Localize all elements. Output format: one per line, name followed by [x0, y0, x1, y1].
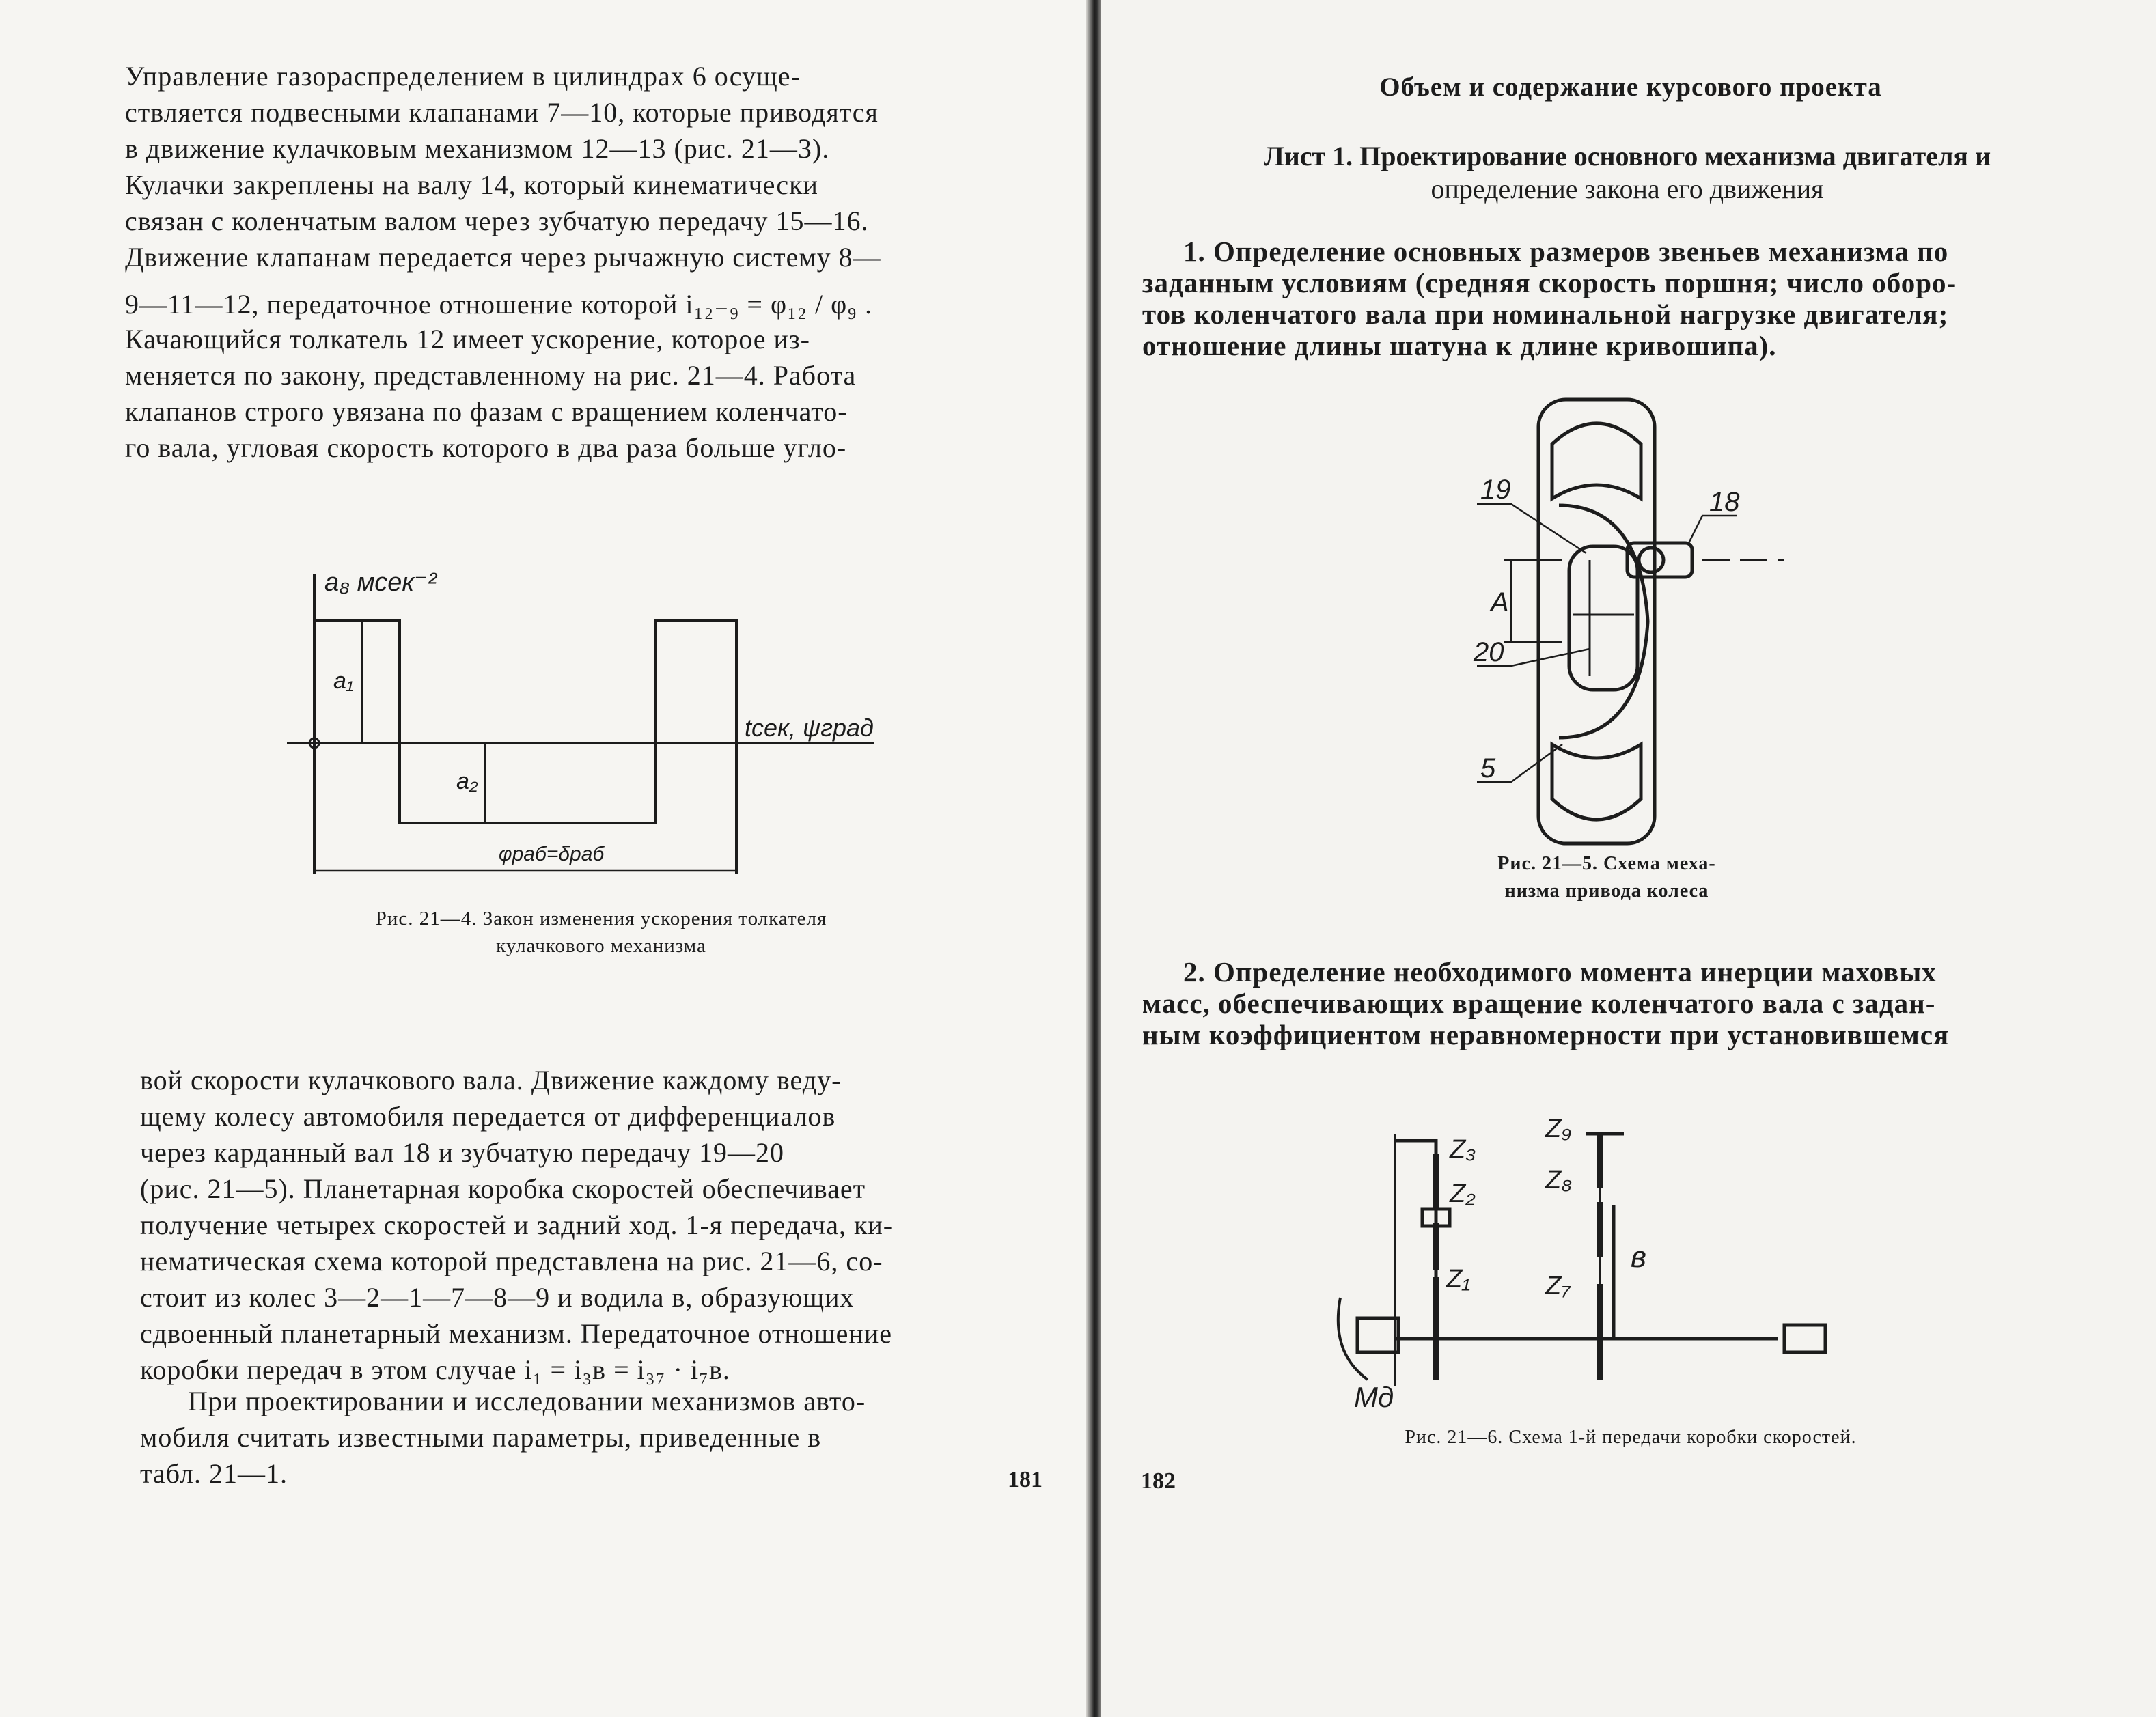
text-line: получение четырех скоростей и задний ход. 1-я передача, ки-	[140, 1210, 894, 1240]
text-line: щему колесу автомобиля передается от дифференциалов	[140, 1101, 836, 1132]
output-bearing	[1784, 1325, 1825, 1352]
text-line: заданным условиям (средняя скорость поршня; число оборо-	[1142, 267, 1957, 298]
text-line: 1. Определение основных размеров звеньев механизма по	[1183, 236, 1949, 267]
left-paragraph-4	[140, 1383, 1049, 1492]
label-z8: Z₈	[1545, 1166, 1573, 1195]
text-line: го вала, угловая скорость которого в два раза больше угло-	[125, 432, 847, 463]
figure-21-4	[287, 560, 902, 902]
right-page-number: 182	[1141, 1468, 1176, 1494]
text-line: тов коленчатого вала при номинальной нагрузке двигателя;	[1142, 298, 1949, 330]
text-line: масс, обеспечивающих вращение коленчатого вала с задан-	[1142, 988, 1936, 1019]
text-line: ным коэффициентом неравномерности при установившемся	[1142, 1019, 1950, 1050]
sheet-heading	[1142, 140, 2112, 206]
item-2-paragraph	[1142, 956, 2112, 1050]
cardan-joint	[1639, 548, 1663, 572]
figure-21-6	[1299, 1106, 1873, 1421]
text-line: (рис. 21—5). Планетарная коробка скоростей обеспечивает	[140, 1173, 866, 1204]
text-line: 2. Определение необходимого момента инерции маховых	[1183, 956, 1937, 988]
text-line: Качающийся толкатель 12 имеет ускорение, которое из-	[125, 324, 810, 354]
label-19: 19	[1480, 475, 1511, 505]
figure-21-4-caption	[260, 905, 943, 960]
label-carrier-b: в	[1631, 1240, 1646, 1274]
label-5: 5	[1480, 753, 1496, 783]
text-line: ствляется подвесными клапанами 7—10, которые приводятся	[125, 97, 879, 128]
text-line: сдвоенный планетарный механизм. Передаточное отношение	[140, 1318, 892, 1349]
text-line: стоит из колес 3—2—1—7—8—9 и водила в, образующих	[140, 1282, 855, 1313]
text-line: Движение клапанам передается через рычажную систему 8—	[125, 242, 881, 273]
heading-line: определение закона его движения	[1431, 173, 1824, 204]
label-a: A	[1491, 587, 1509, 617]
text-line: в движение кулачковым механизмом 12—13 (рис. 21—3).	[125, 133, 830, 164]
input-torque-arrow	[1338, 1298, 1368, 1380]
gear-z3-carrier	[1395, 1141, 1436, 1352]
figure-21-5-caption	[1409, 850, 1805, 905]
tire-top	[1552, 423, 1641, 499]
page-title: Объем и содержание курсового проекта	[1379, 72, 1882, 102]
right-page	[1101, 0, 2156, 1717]
x-axis-label: tсек, ψград	[745, 714, 874, 742]
caption-line: Рис. 21—5. Схема меха-	[1497, 853, 1716, 874]
caption-line: кулачкового механизма	[496, 935, 706, 957]
input-bearing	[1357, 1318, 1398, 1352]
label-mg: Mд	[1354, 1381, 1394, 1413]
leader-19	[1477, 504, 1586, 553]
text-line: меняется по закону, представленному на рис. 21—4. Работа	[125, 360, 857, 391]
text-line: Кулачки закреплены на валу 14, который кинематически	[125, 169, 818, 200]
caption-line: низма привода колеса	[1504, 880, 1709, 902]
wheel-hub-housing	[1559, 505, 1648, 738]
text-line: мобиля считать известными параметры, приведенные в	[140, 1422, 822, 1453]
label-z3: Z₃	[1450, 1135, 1476, 1164]
acceleration-curve	[314, 620, 736, 874]
a1-label: a₁	[333, 668, 354, 694]
label-z1: Z₁	[1446, 1265, 1471, 1294]
text-line: через карданный вал 18 и зубчатую передачу 19—20	[140, 1137, 784, 1168]
left-paragraph-2	[125, 321, 1044, 466]
left-paragraph-1	[125, 58, 1044, 322]
a2-label: a₂	[456, 768, 478, 794]
left-page-number: 181	[1008, 1467, 1042, 1492]
text-line: вой скорости кулачкового вала. Движение каждому веду-	[140, 1065, 842, 1095]
label-20: 20	[1474, 637, 1504, 667]
text-line: связан с коленчатым валом через зубчатую передачу 15—16.	[125, 206, 869, 236]
figure-21-6-caption: Рис. 21—6. Схема 1-й передачи коробки скоростей.	[1405, 1427, 1857, 1448]
text-line: нематическая схема которой представлена на рис. 21—6, со-	[140, 1246, 883, 1276]
text-line: коробки передач в этом случае i₁ = i₃в = i₃₇ · i₇в.	[140, 1354, 730, 1385]
tire-bottom	[1552, 744, 1641, 820]
y-axis-label: a₈ мсек⁻²	[324, 568, 437, 597]
label-z2: Z₂	[1450, 1179, 1476, 1208]
left-paragraph-3	[140, 1062, 1049, 1388]
text-line: 9—11—12, передаточное отношение которой i₁₂₋₉ = φ₁₂ / φ₉ .	[125, 289, 873, 320]
label-z7: Z₇	[1545, 1272, 1571, 1300]
text-line: табл. 21—1.	[140, 1458, 288, 1489]
item-1-paragraph	[1142, 236, 2112, 361]
text-line: отношение длины шатуна к длине кривошипа).	[1142, 330, 1777, 361]
text-line: Управление газораспределением в цилиндрах 6 осуще-	[125, 61, 801, 92]
heading-line: Лист 1. Проектирование основного механизма двигателя и	[1263, 141, 1991, 171]
work-span-label: φраб=δраб	[499, 843, 605, 865]
text-line: При проектировании и исследовании механизмов авто-	[188, 1386, 866, 1416]
label-18: 18	[1709, 487, 1740, 517]
label-z9: Z₉	[1545, 1115, 1572, 1143]
text-line: клапанов строго увязана по фазам с вращением коленчато-	[125, 396, 848, 427]
caption-line: Рис. 21—4. Закон изменения ускорения толкателя	[375, 908, 827, 930]
figure-21-5	[1415, 389, 1798, 854]
leader-18	[1689, 516, 1737, 543]
